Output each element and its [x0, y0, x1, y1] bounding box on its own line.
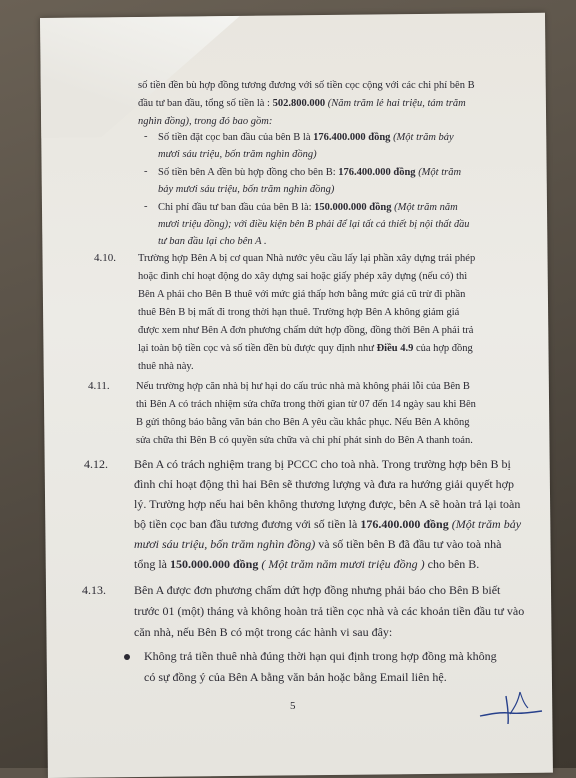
clause-4-13-line: Bên A được đơn phương chấm dứt hợp đồng nhưng phải báo cho Bên B biết: [134, 583, 501, 597]
clause-4-12-line: [134, 556, 479, 572]
clause-number: 4.10.: [94, 252, 116, 264]
sub-item-amount-words: (Một trăm năm: [391, 202, 458, 213]
sub-item-text: Số tiền bên A đền bù hợp đồng cho bên B:: [158, 167, 339, 178]
deposit-amount-words: mươi sáu triệu, bốn trăm nghìn đồng): [134, 537, 316, 551]
clause-4-12-line: [134, 516, 521, 532]
clause-4-10-line: [138, 342, 473, 356]
bullet-icon: [124, 654, 130, 660]
sub-item-amount-words: (Một trăm: [415, 167, 462, 178]
total-amount: 502.800.000: [272, 98, 326, 109]
clause-text: và số tiền bên B đã đầu tư vào toà nhà: [315, 537, 502, 551]
intro-text: đầu tư ban đầu, tổng số tiền là :: [138, 98, 273, 109]
dash-marker: -: [144, 201, 148, 212]
deposit-amount-words: (Một trăm bảy: [448, 517, 522, 531]
sub-item-amount: 176.400.000 đồng: [338, 167, 416, 178]
sub-item-1-line-1: [158, 131, 454, 145]
clause-4-12-line: [134, 536, 501, 552]
clause-4-10-line: thuê nhà này.: [138, 361, 194, 372]
clause-text: tổng là: [134, 557, 170, 571]
clause-4-10-line: Trường hợp Bên A bị cơ quan Nhà nước yêu cầu lấy lại phần xây dựng trái phép: [138, 253, 476, 264]
clause-text: lại toàn bộ tiền cọc và số tiền đền bù được quy định như: [138, 343, 377, 354]
clause-4-11-line: thì Bên A có trách nhiệm sửa chữa trong thời gian từ 07 đến 14 ngày sau khi Bên: [136, 399, 476, 410]
investment-amount: 150.000.000 đồng: [170, 557, 259, 571]
clause-4-11-line: sửa chữa thì Bên B có quyền sửa chữa và chi phí phát sinh do Bên A thanh toán.: [136, 435, 473, 446]
clause-4-12-line: lý. Trường hợp nếu hai bên không thương lượng được, bên A sẽ hoàn trả lại toàn: [134, 497, 521, 511]
sub-item-2-line-1: [158, 166, 461, 180]
dash-marker: -: [144, 131, 148, 142]
clause-number: 4.13.: [82, 583, 106, 597]
intro-line-3: nghìn đồng), trong đó bao gồm:: [138, 116, 273, 127]
intro-line-1: số tiền đền bù hợp đồng tương đương với số tiền cọc cộng với các chi phí bên B: [138, 80, 475, 91]
clause-text: của hợp đồng: [413, 343, 473, 354]
clause-text: bộ tiền cọc ban đầu tương đương với số tiền là: [134, 517, 361, 531]
signature-mark: [476, 686, 548, 730]
page-number: 5: [290, 700, 296, 712]
sub-item-3-line-1: [158, 201, 458, 215]
clause-4-13-line: trước 01 (một) tháng và không hoàn trả tiền cọc nhà và các khoản tiền đầu tư vào: [134, 604, 525, 618]
clause-4-13-line: căn nhà, nếu Bên B có một trong các hành vi sau đây:: [134, 625, 393, 639]
dash-marker: -: [144, 166, 148, 177]
clause-text: cho bên B.: [424, 557, 480, 571]
sub-item-amount: 176.400.000 đồng: [313, 132, 391, 143]
deposit-amount: 176.400.000 đồng: [360, 517, 449, 531]
total-amount-words: (Năm trăm lẻ hai triệu, tám trăm: [325, 98, 466, 109]
clause-4-10-line: được xem như Bên A đơn phương chấm dứt hợp đồng, đồng thời Bên A phải trả: [138, 325, 474, 336]
clause-4-10-line: Bên A phải cho Bên B thuê với mức giá thấp hơn bằng mức giá cũ trừ đi phần: [138, 289, 466, 300]
clause-4-10-line: hoặc đình chỉ hoạt động do xây dựng sai hoặc giấy phép xây dựng (nếu có) thì: [138, 271, 468, 282]
sub-item-text: Số tiền đặt cọc ban đầu của bên B là: [158, 132, 314, 143]
sub-item-2-line-2: bảy mươi sáu triệu, bốn trăm nghìn đồng): [158, 184, 335, 195]
sub-item-3-line-3: tư ban đầu lại cho bên A .: [158, 236, 267, 247]
sub-item-3-line-2: mươi triệu đồng); với điều kiện bên B phải để lại tất cả thiết bị nội thất đầu: [158, 219, 470, 230]
clause-4-10-line: thuê Bên B bị mất đi trong thời hạn thuê. Trường hợp Bên A không giảm giá: [138, 307, 460, 318]
clause-4-13-bullet-line: có sự đồng ý của Bên A bằng văn bản hoặc bằng Email liên hệ.: [144, 670, 447, 684]
clause-number: 4.12.: [84, 457, 108, 471]
intro-line-2: [138, 97, 466, 111]
clause-4-13-bullet-line: Không trả tiền thuê nhà đúng thời hạn qui định trong hợp đồng mà không: [144, 649, 497, 663]
sub-item-text: Chi phí đầu tư ban đầu của bên B là:: [158, 202, 315, 213]
clause-4-11-line: Nếu trường hợp căn nhà bị hư hại do cấu trúc nhà mà không phải lỗi của Bên B: [136, 381, 470, 392]
clause-4-12-line: Bên A có trách nghiệm trang bị PCCC cho toà nhà. Trong trường hợp bên B bị: [134, 457, 511, 471]
article-reference: Điều 4.9: [376, 343, 414, 354]
clause-4-12-line: đình chỉ hoạt động thì hai Bên sẽ thương lượng và đưa ra hướng giải quyết hợp: [134, 477, 515, 491]
sub-item-1-line-2: mươi sáu triệu, bốn trăm nghìn đồng): [158, 149, 317, 160]
sub-item-amount: 150.000.000 đồng: [314, 202, 392, 213]
sub-item-amount-words: (Một trăm bảy: [390, 132, 454, 143]
investment-amount-words: ( Một trăm năm mươi triệu đồng ): [258, 557, 425, 571]
clause-4-11-line: B gửi thông báo bằng văn bản cho Bên A yêu cầu khắc phục. Nếu Bên A không: [136, 417, 470, 428]
clause-number: 4.11.: [88, 380, 110, 392]
